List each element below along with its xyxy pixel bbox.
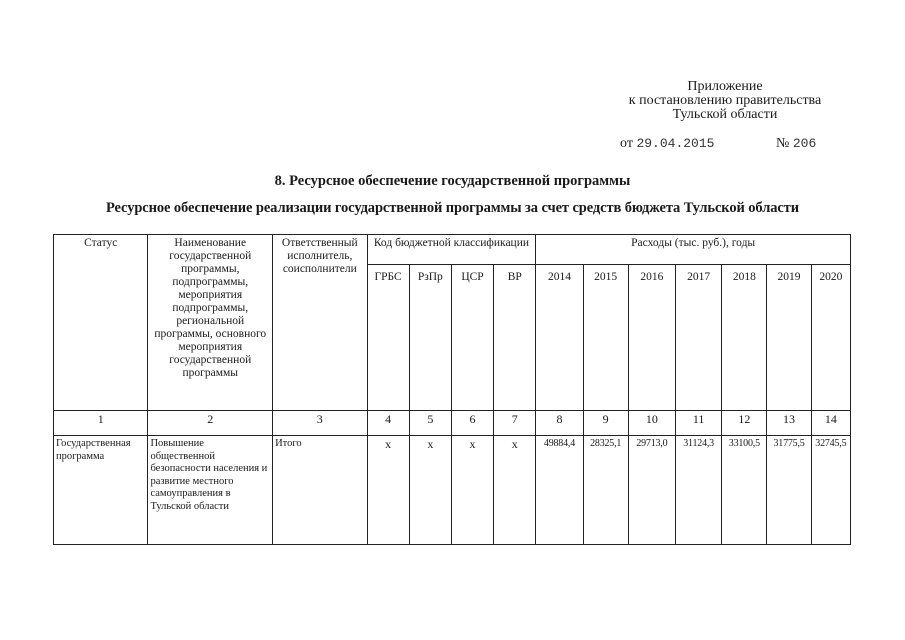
column-number: 12 [722, 411, 767, 436]
decree-from-label: от [620, 136, 633, 151]
header-year-2018: 2018 [722, 265, 767, 411]
column-number: 1 [54, 411, 148, 436]
header-code-rzpr: РзПр [409, 265, 451, 411]
resource-table [53, 234, 851, 545]
header-code-grbs: ГРБС [367, 265, 409, 411]
header-year-2017: 2017 [676, 265, 722, 411]
header-row-main [54, 235, 851, 265]
column-number: 10 [628, 411, 675, 436]
header-year-2020: 2020 [811, 265, 850, 411]
header-year-2016: 2016 [628, 265, 675, 411]
decree-line [620, 136, 840, 152]
row-executor: Итого [273, 436, 367, 545]
header-expenses: Расходы (тыс. руб.), годы [536, 235, 851, 265]
column-number: 14 [811, 411, 850, 436]
column-number: 7 [494, 411, 536, 436]
header-budget-code: Код бюджетной классификации [367, 235, 536, 265]
column-number: 2 [148, 411, 273, 436]
header-executor: Ответственный исполнитель, соисполнители [273, 235, 367, 411]
decree-number: 206 [792, 136, 817, 151]
annex-region: Тульской области [672, 107, 778, 122]
row-status: Государственная программа [54, 436, 148, 545]
row-value-2019: 31775,5 [767, 436, 811, 545]
row-value-2016: 29713,0 [628, 436, 675, 545]
decree-number-label: № [776, 136, 790, 151]
header-code-csr: ЦСР [451, 265, 493, 411]
annex-block [600, 80, 850, 122]
row-value-2020: 32745,5 [811, 436, 850, 545]
annex-title: Приложение [687, 79, 763, 94]
section-title: 8. Ресурсное обеспечение государственной программы [274, 173, 631, 189]
header-name: Наименование государственной программы, подпрограммы, мероприятия подпрограммы, региональной программы, основного мероприятия государственной программы [148, 235, 273, 411]
row-value-2014: 49884,4 [536, 436, 583, 545]
decree-date: 29.04.2015 [636, 136, 715, 151]
row-value-2018: 33100,5 [722, 436, 767, 545]
header-year-2015: 2015 [583, 265, 628, 411]
column-number: 11 [676, 411, 722, 436]
column-number: 5 [409, 411, 451, 436]
column-number: 9 [583, 411, 628, 436]
column-number: 6 [451, 411, 493, 436]
column-number-row [54, 411, 851, 436]
header-year-2014: 2014 [536, 265, 583, 411]
column-number: 13 [767, 411, 811, 436]
header-code-vr: ВР [494, 265, 536, 411]
row-code-grbs: х [367, 436, 409, 545]
row-value-2017: 31124,3 [676, 436, 722, 545]
row-program-name: Повышение общественной безопасности населения и развитие местного самоуправления в Тульской области [148, 436, 273, 545]
row-code-vr: х [494, 436, 536, 545]
column-number: 4 [367, 411, 409, 436]
column-number: 8 [536, 411, 583, 436]
header-status: Статус [54, 235, 148, 411]
header-year-2019: 2019 [767, 265, 811, 411]
row-code-csr: х [451, 436, 493, 545]
row-code-rzpr: х [409, 436, 451, 545]
column-number: 3 [273, 411, 367, 436]
table-title: Ресурсное обеспечение реализации государственной программы за счет средств бюджета Тульской области [105, 200, 800, 216]
annex-to-decree: к постановлению правительства [628, 93, 822, 108]
row-value-2015: 28325,1 [583, 436, 628, 545]
table-row [54, 436, 851, 545]
